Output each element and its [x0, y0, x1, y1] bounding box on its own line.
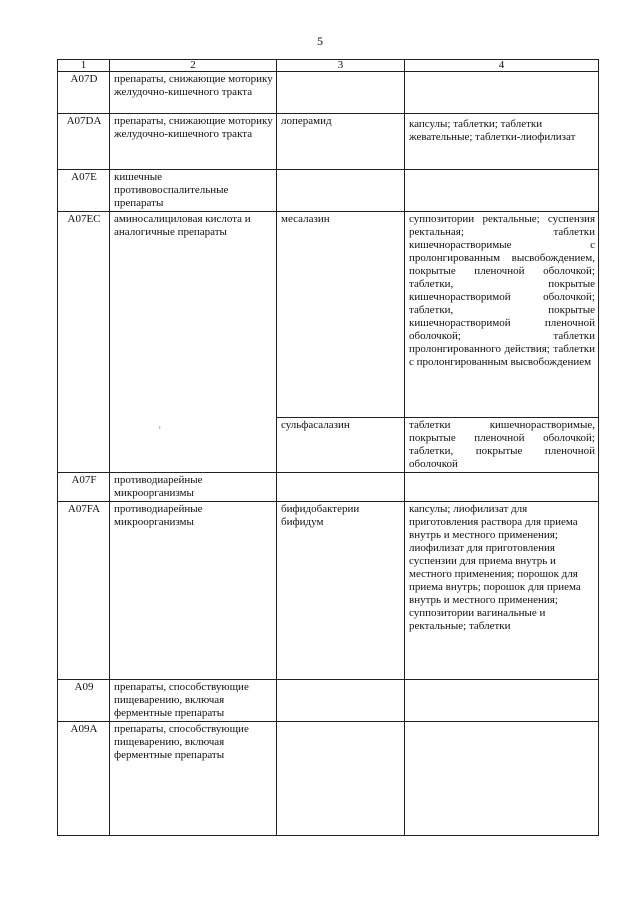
column-header: 2: [110, 60, 277, 72]
table-row: [58, 680, 599, 722]
dosage-forms: [405, 72, 599, 114]
atc-code: A07F: [58, 473, 110, 502]
dosage-forms: таблетки кишечнорастворимые, покрытые пленочной оболочкой; таблетки, покрытые пленочной оболочкой: [405, 418, 599, 473]
atc-group-name: препараты, способствующие пищеварению, включая ферментные препараты: [110, 680, 277, 722]
column-header: 1: [58, 60, 110, 72]
atc-code: A09A: [58, 722, 110, 836]
table-row: [58, 722, 599, 836]
drug-name: [277, 473, 405, 502]
dosage-forms: [405, 170, 599, 212]
drug-name: лоперамид: [277, 114, 405, 170]
atc-group-name: противодиарейные микроорганизмы: [110, 502, 277, 680]
atc-code: A09: [58, 680, 110, 722]
atc-group-name: препараты, снижающие моторику желудочно-кишечного тракта: [110, 72, 277, 114]
drug-name: [277, 170, 405, 212]
table-row: [58, 114, 599, 170]
table-header-row: [58, 60, 599, 72]
table-row: [58, 170, 599, 212]
drug-name: [277, 722, 405, 836]
table-row: [58, 473, 599, 502]
table-row: [58, 72, 599, 114]
atc-code: A07FA: [58, 502, 110, 680]
atc-group-name: противодиарейные микроорганизмы: [110, 473, 277, 502]
atc-code: A07D: [58, 72, 110, 114]
dosage-forms: [405, 680, 599, 722]
atc-code: A07E: [58, 170, 110, 212]
page-number: 5: [317, 34, 323, 48]
drug-name: бифидобактерии бифидум: [277, 502, 405, 680]
drug-name: [277, 680, 405, 722]
drug-name: месалазин: [277, 212, 405, 418]
drug-name: сульфасалазин: [277, 418, 405, 473]
table-row: [58, 502, 599, 680]
dosage-forms: суппозитории ректальные; суспензия ректальная; таблетки кишечнорастворимые с пролонгированным высвобождением, покрытые пленочной оболочкой; таблетки, покрытые кишечнорастворимой оболочкой; таблетки, покрытые кишечнорастворимой пленочной оболочкой; таблетки пролонгированного действия; таблетки с пролонгированным высвобождением: [405, 212, 599, 418]
drug-name: [277, 72, 405, 114]
drug-list-table: [57, 59, 599, 836]
dosage-forms: [405, 114, 599, 170]
atc-code: A07EC: [58, 212, 110, 473]
dosage-forms-text: капсулы; таблетки; таблетки жевательные; таблетки-лиофилизат: [409, 118, 576, 143]
dosage-forms: [405, 722, 599, 836]
dosage-forms: капсулы; лиофилизат для приготовления раствора для приема внутрь и местного применения; лиофилизат для приготовления суспензии для приема внутрь и местного применения; порошок для приема внутрь; порошок для приема внутрь и местного применения; суппозитории вагинальные и ректальные; таблетки: [405, 502, 599, 680]
atc-group-name: кишечные противовоспалительные препараты: [110, 170, 277, 212]
scan-artifact-dot: ': [159, 425, 161, 435]
atc-group-name: препараты, снижающие моторику желудочно-кишечного тракта: [110, 114, 277, 170]
column-header: 3: [277, 60, 405, 72]
atc-code: A07DA: [58, 114, 110, 170]
atc-group-name: аминосалициловая кислота и аналогичные препараты: [110, 212, 277, 473]
dosage-forms: [405, 473, 599, 502]
atc-group-name: препараты, способствующие пищеварению, включая ферментные препараты: [110, 722, 277, 836]
table-row: [58, 212, 599, 418]
column-header: 4: [405, 60, 599, 72]
